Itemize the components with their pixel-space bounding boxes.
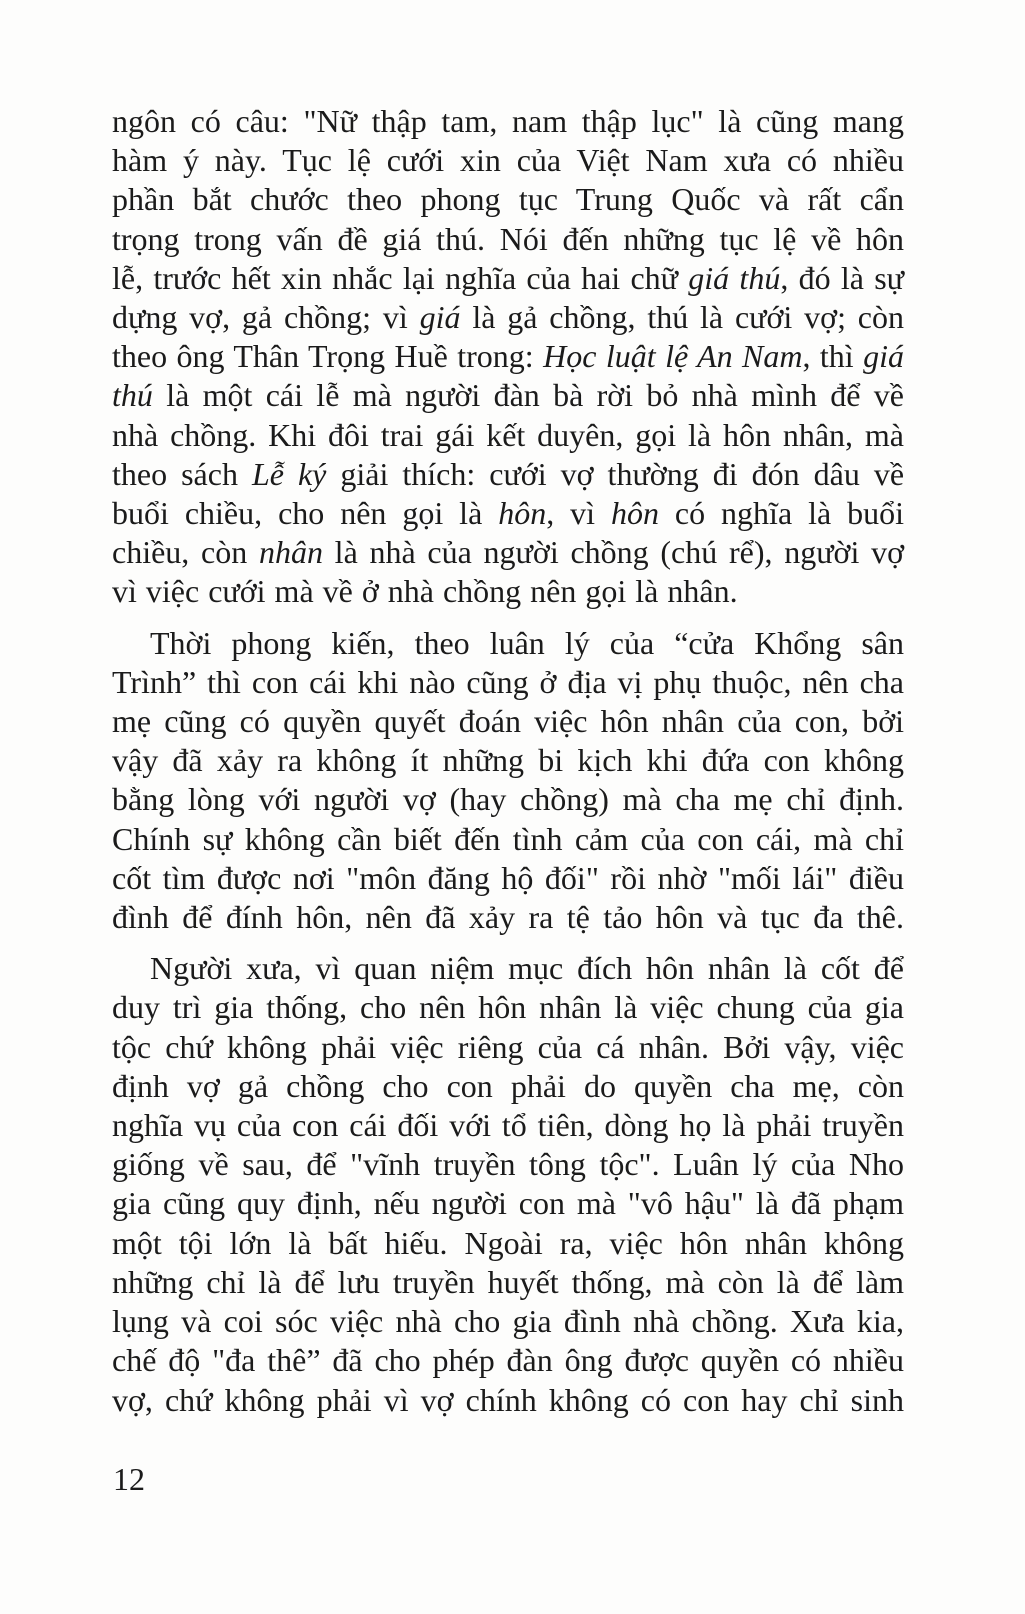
text-line: thú là một cái lễ mà người đàn bà rời bỏ nhà mình để về <box>112 377 904 414</box>
text-line: nhà chồng. Khi đôi trai gái kết duyên, gọi là hôn nhân, mà <box>112 416 904 453</box>
italic-term: giá <box>419 299 461 336</box>
text-line: Trình” thì con cái khi nào cũng ở địa vị phụ thuộc, nên cha <box>112 663 904 700</box>
text-line: tộc chứ không phải việc riêng của cá nhân. Bởi vậy, việc <box>112 1028 904 1065</box>
text-line: đình để đính hôn, nên đã xảy ra tệ tảo hôn và tục đa thê. <box>112 899 904 936</box>
text-line: dựng vợ, gả chồng; vì giá là gả chồng, thú là cưới vợ; còn <box>112 299 905 336</box>
text-line: Thời phong kiến, theo luân lý của “cửa Khổng sân <box>150 624 904 661</box>
text-line: phần bắt chước theo phong tục Trung Quốc và rất cẩn <box>112 181 904 218</box>
text-line: bằng lòng với người vợ (hay chồng) mà cha mẹ chỉ định. <box>112 781 904 818</box>
text-line: cốt tìm được nơi "môn đăng hộ đối" rồi nhờ "mối lái" điều <box>112 859 904 896</box>
paragraph <box>112 102 904 612</box>
text-line: Người xưa, vì quan niệm mục đích hôn nhân là cốt để <box>150 950 904 987</box>
text-line: lễ, trước hết xin nhắc lại nghĩa của hai chữ giá thú, đó là sự <box>112 259 905 296</box>
text-line: ngôn có câu: "Nữ thập tam, nam thập lục" là cũng mang <box>112 103 904 139</box>
text-line: gia cũng quy định, nếu người con mà "vô hậu" là đã phạm <box>112 1185 904 1222</box>
text-line: vậy đã xảy ra không ít những bi kịch khi đứa con không <box>112 742 904 779</box>
italic-term: thú <box>112 377 153 414</box>
italic-term: hôn <box>610 495 659 532</box>
italic-term: giá <box>863 338 905 375</box>
text-line: nghĩa vụ của con cái đối với tổ tiên, dòng họ là phải truyền <box>112 1107 904 1144</box>
text-line: theo sách Lễ ký giải thích: cưới vợ thường đi đón dâu về <box>112 455 905 492</box>
text-line: vì việc cưới mà về ở nhà chồng nên gọi là nhân. <box>112 573 738 610</box>
text-line: buổi chiều, cho nên gọi là hôn, vì hôn có nghĩa là buổi <box>112 495 904 532</box>
italic-term: hôn <box>498 495 547 532</box>
text-line: Chính sự không cần biết đến tình cảm của con cái, mà chỉ <box>112 820 904 857</box>
page-number: 12 <box>113 1461 145 1497</box>
text-line: lụng và coi sóc việc nhà cho gia đình nhà chồng. Xưa kia, <box>112 1303 904 1340</box>
text-line: một tội lớn là bất hiếu. Ngoài ra, việc hôn nhân không <box>112 1224 904 1261</box>
italic-term: Học luật lệ An Nam <box>543 338 803 375</box>
text-line: chế độ "đa thê” đã cho phép đàn ông được quyền có nhiều <box>112 1342 904 1379</box>
text-line: hàm ý này. Tục lệ cưới xin của Việt Nam xưa có nhiều <box>112 142 904 179</box>
text-line: những chỉ là để lưu truyền huyết thống, mà còn là để làm <box>112 1263 904 1300</box>
text-line: chiều, còn nhân là nhà của người chồng (chú rể), người vợ <box>112 534 905 571</box>
text-block <box>112 102 904 1420</box>
text-line: định vợ gả chồng cho con phải do quyền cha mẹ, còn <box>112 1067 904 1104</box>
text-line: mẹ cũng có quyền quyết đoán việc hôn nhân của con, bởi <box>112 703 904 740</box>
paragraph <box>112 624 904 938</box>
italic-term: nhân <box>258 534 323 571</box>
text-line: giống về sau, để "vĩnh truyền tông tộc". Luân lý của Nho <box>112 1146 904 1183</box>
text-line: duy trì gia thống, cho nên hôn nhân là việc chung của gia <box>112 989 904 1026</box>
italic-term: Lễ ký <box>251 455 327 492</box>
text-line: theo ông Thân Trọng Huề trong: Học luật lệ An Nam, thì giá <box>112 338 905 375</box>
text-line: vợ, chứ không phải vì vợ chính không có con hay chỉ sinh <box>112 1381 904 1418</box>
italic-term: giá thú <box>688 259 781 296</box>
text-line: trọng trong vấn đề giá thú. Nói đến những tục lệ về hôn <box>112 220 904 257</box>
paragraph <box>112 949 904 1419</box>
